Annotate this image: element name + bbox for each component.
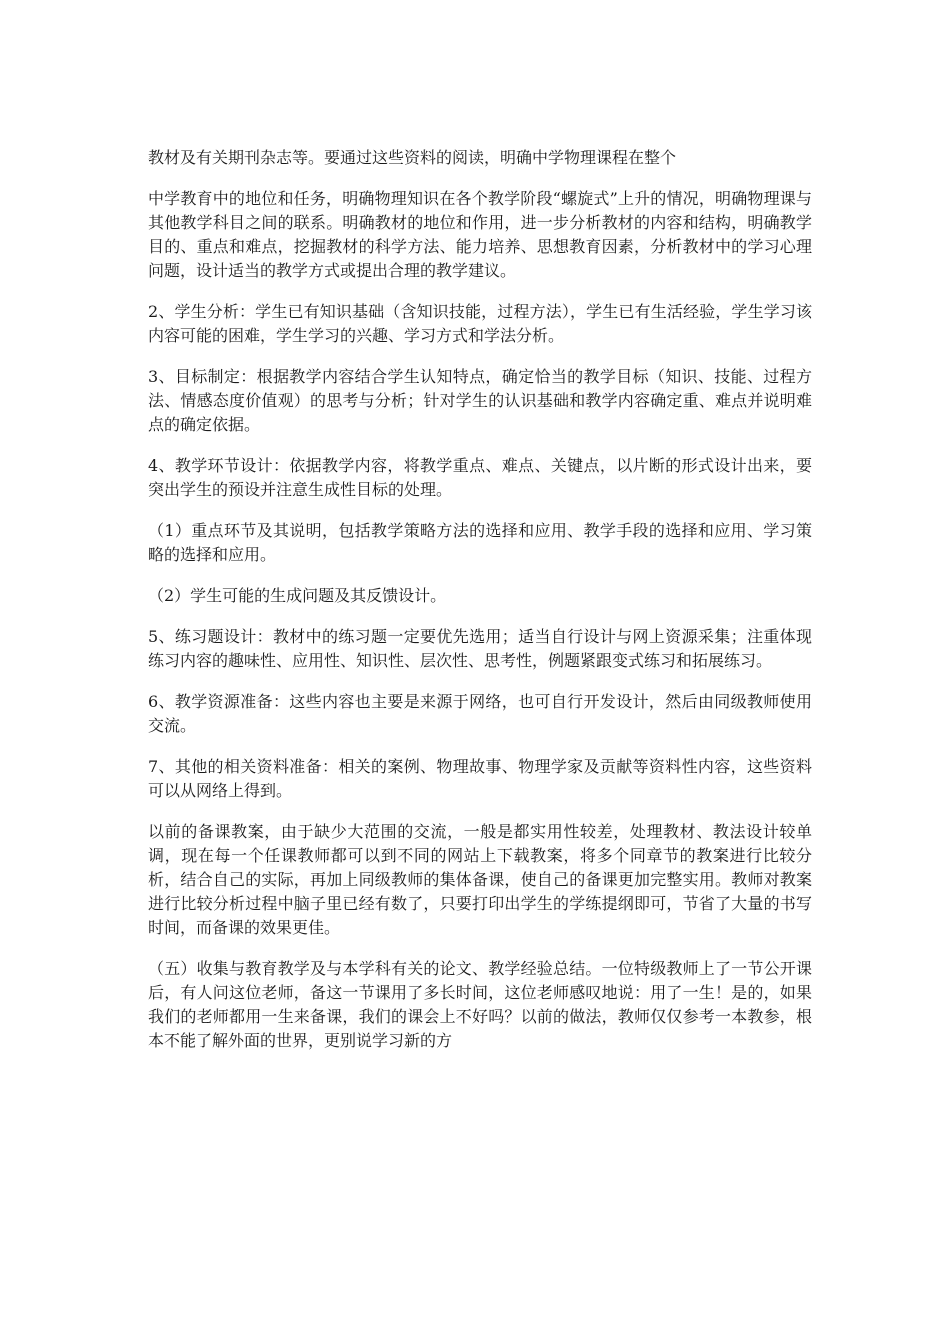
- paragraph-student-analysis: 2、学生分析：学生已有知识基础（含知识技能，过程方法），学生已有生活经验，学生学习该内容可能的困难，学生学习的兴趣、学习方式和学法分析。: [148, 302, 812, 345]
- document-body: [148, 146, 812, 1070]
- paragraph-key-steps: （1）重点环节及其说明，包括教学策略方法的选择和应用、教学手段的选择和应用、学习策略的选择和应用。: [148, 521, 812, 564]
- paragraph-textbook-journals: 教材及有关期刊杂志等。要通过这些资料的阅读，明确中学物理课程在整个: [148, 148, 677, 167]
- paragraph-course-position: 中学教育中的地位和任务，明确物理知识在各个教学阶段“螺旋式”上升的情况，明确物理课与其他教学科目之间的联系。明确教材的地位和作用，进一步分析教材的内容和结构，明确教学目的、重点和难点，挖掘教材的科学方法、能力培养、思想教育因素，分析教材中的学习心理问题，设计适当的教学方式或提出合理的教学建议。: [148, 189, 812, 280]
- paragraph-teaching-design: 4、教学环节设计：依据教学内容，将教学重点、难点、关键点，以片断的形式设计出来，要突出学生的预设并注意生成性目标的处理。: [148, 456, 812, 499]
- paragraph-goal-setting: 3、目标制定：根据教学内容结合学生认知特点，确定恰当的教学目标（知识、技能、过程方法、情感态度价值观）的思考与分析；针对学生的认识基础和教学内容确定重、难点并说明难点的确定依据。: [148, 367, 812, 434]
- paragraph-other-materials: 7、其他的相关资料准备：相关的案例、物理故事、物理学家及贡献等资料性内容，这些资料可以从网络上得到。: [148, 757, 812, 800]
- paragraph-teaching-resources: 6、教学资源准备：这些内容也主要是来源于网络，也可自行开发设计，然后由同级教师使用交流。: [148, 692, 812, 735]
- paragraph-collect-papers: （五）收集与教育教学及与本学科有关的论文、教学经验总结。一位特级教师上了一节公开课后，有人问这位老师，备这一节课用了多长时间，这位老师感叹地说：用了一生！是的，如果我们的老师都用一生来备课，我们的课会上不好吗？以前的做法，教师仅仅参考一本教参，根本不能了解外面的世界，更别说学习新的方: [148, 959, 812, 1050]
- paragraph-exercise-design: 5、练习题设计：教材中的练习题一定要优先选用；适当自行设计与网上资源采集；注重体现练习内容的趣味性、应用性、知识性、层次性、思考性，例题紧跟变式练习和拓展练习。: [148, 627, 812, 670]
- paragraph-student-feedback: （2）学生可能的生成问题及其反馈设计。: [148, 586, 447, 605]
- paragraph-lesson-plans: 以前的备课教案，由于缺少大范围的交流，一般是都实用性较差，处理教材、教法设计较单调，现在每一个任课教师都可以到不同的网站上下载教案，将多个同章节的教案进行比较分析，结合自己的实际，再加上同级教师的集体备课，使自己的备课更加完整实用。教师对教案进行比较分析过程中脑子里已经有数了，只要打印出学生的学练提纲即可，节省了大量的书写时间，而备课的效果更佳。: [148, 822, 812, 937]
